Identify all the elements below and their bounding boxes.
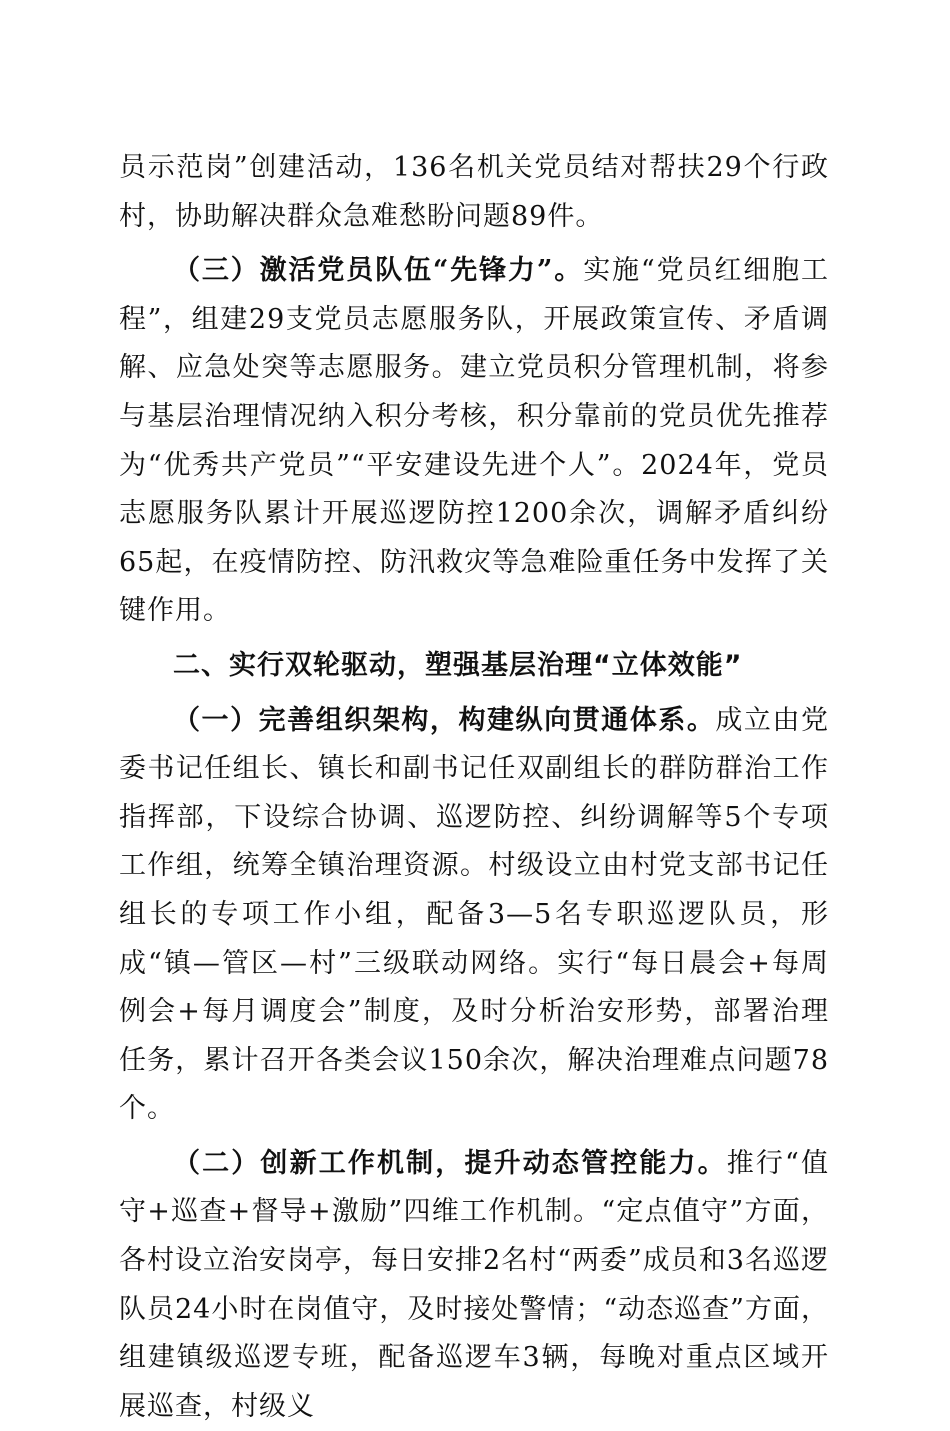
paragraph-mechanism (119, 1140, 829, 1431)
paragraph-lead: （二）创新工作机制，提升动态管控能力。 (173, 1147, 727, 1179)
paragraph-text: 成立由党委书记任组长、镇长和副书记任双副组长的群防群治工作指挥部，下设综合协调、巡逻防控、纠纷调解等5个专项工作组，统筹全镇治理资源。村级设立由村党支部书记任组长的专项工作小组，配备3—5名专职巡逻队员，形成“镇—管区—村”三级联动网络。实行“每日晨会+每周例会+每月调度会”制度，及时分析治安形势，部署治理任务，累计召开各类会议150余次，解决治理难点问题78个。 (119, 704, 830, 1125)
paragraph-text: 推行“值守+巡查+督导+激励”四维工作机制。“定点值守”方面，各村设立治安岗亭，每日安排2名村“两委”成员和3名巡逻队员24小时在岗值守，及时接处警情；“动态巡查”方面，组建镇级巡逻专班，配备巡逻车3辆，每晚对重点区域开展巡查，村级义 (119, 1147, 830, 1422)
paragraph-lead: （一）完善组织架构，构建纵向贯通体系。 (173, 704, 716, 736)
paragraph-text: 员示范岗”创建活动，136名机关党员结对帮扶29个行政村，协助解决群众急难愁盼问题89件。 (119, 152, 829, 232)
paragraph-text: 实施“党员红细胞工程”，组建29支党员志愿服务队，开展政策宣传、矛盾调解、应急处突等志愿服务。建立党员积分管理机制，将参与基层治理情况纳入积分考核，积分靠前的党员优先推荐为“优秀共产党员”“平安建设先进个人”。2024年，党员志愿服务队累计开展巡逻防控1200余次，调解矛盾纠纷65起，在疫情防控、防汛救灾等急难险重任务中发挥了关键作用。 (119, 255, 829, 627)
document-body (119, 144, 829, 1431)
paragraph-organization (119, 697, 829, 1134)
paragraph-continuation (119, 144, 829, 241)
paragraph-lead: （三）激活党员队伍“先锋力”。 (173, 255, 584, 287)
section-heading: 二、实行双轮驱动，塑强基层治理“立体效能” (173, 649, 743, 681)
paragraph-three-vanguard (119, 247, 829, 636)
